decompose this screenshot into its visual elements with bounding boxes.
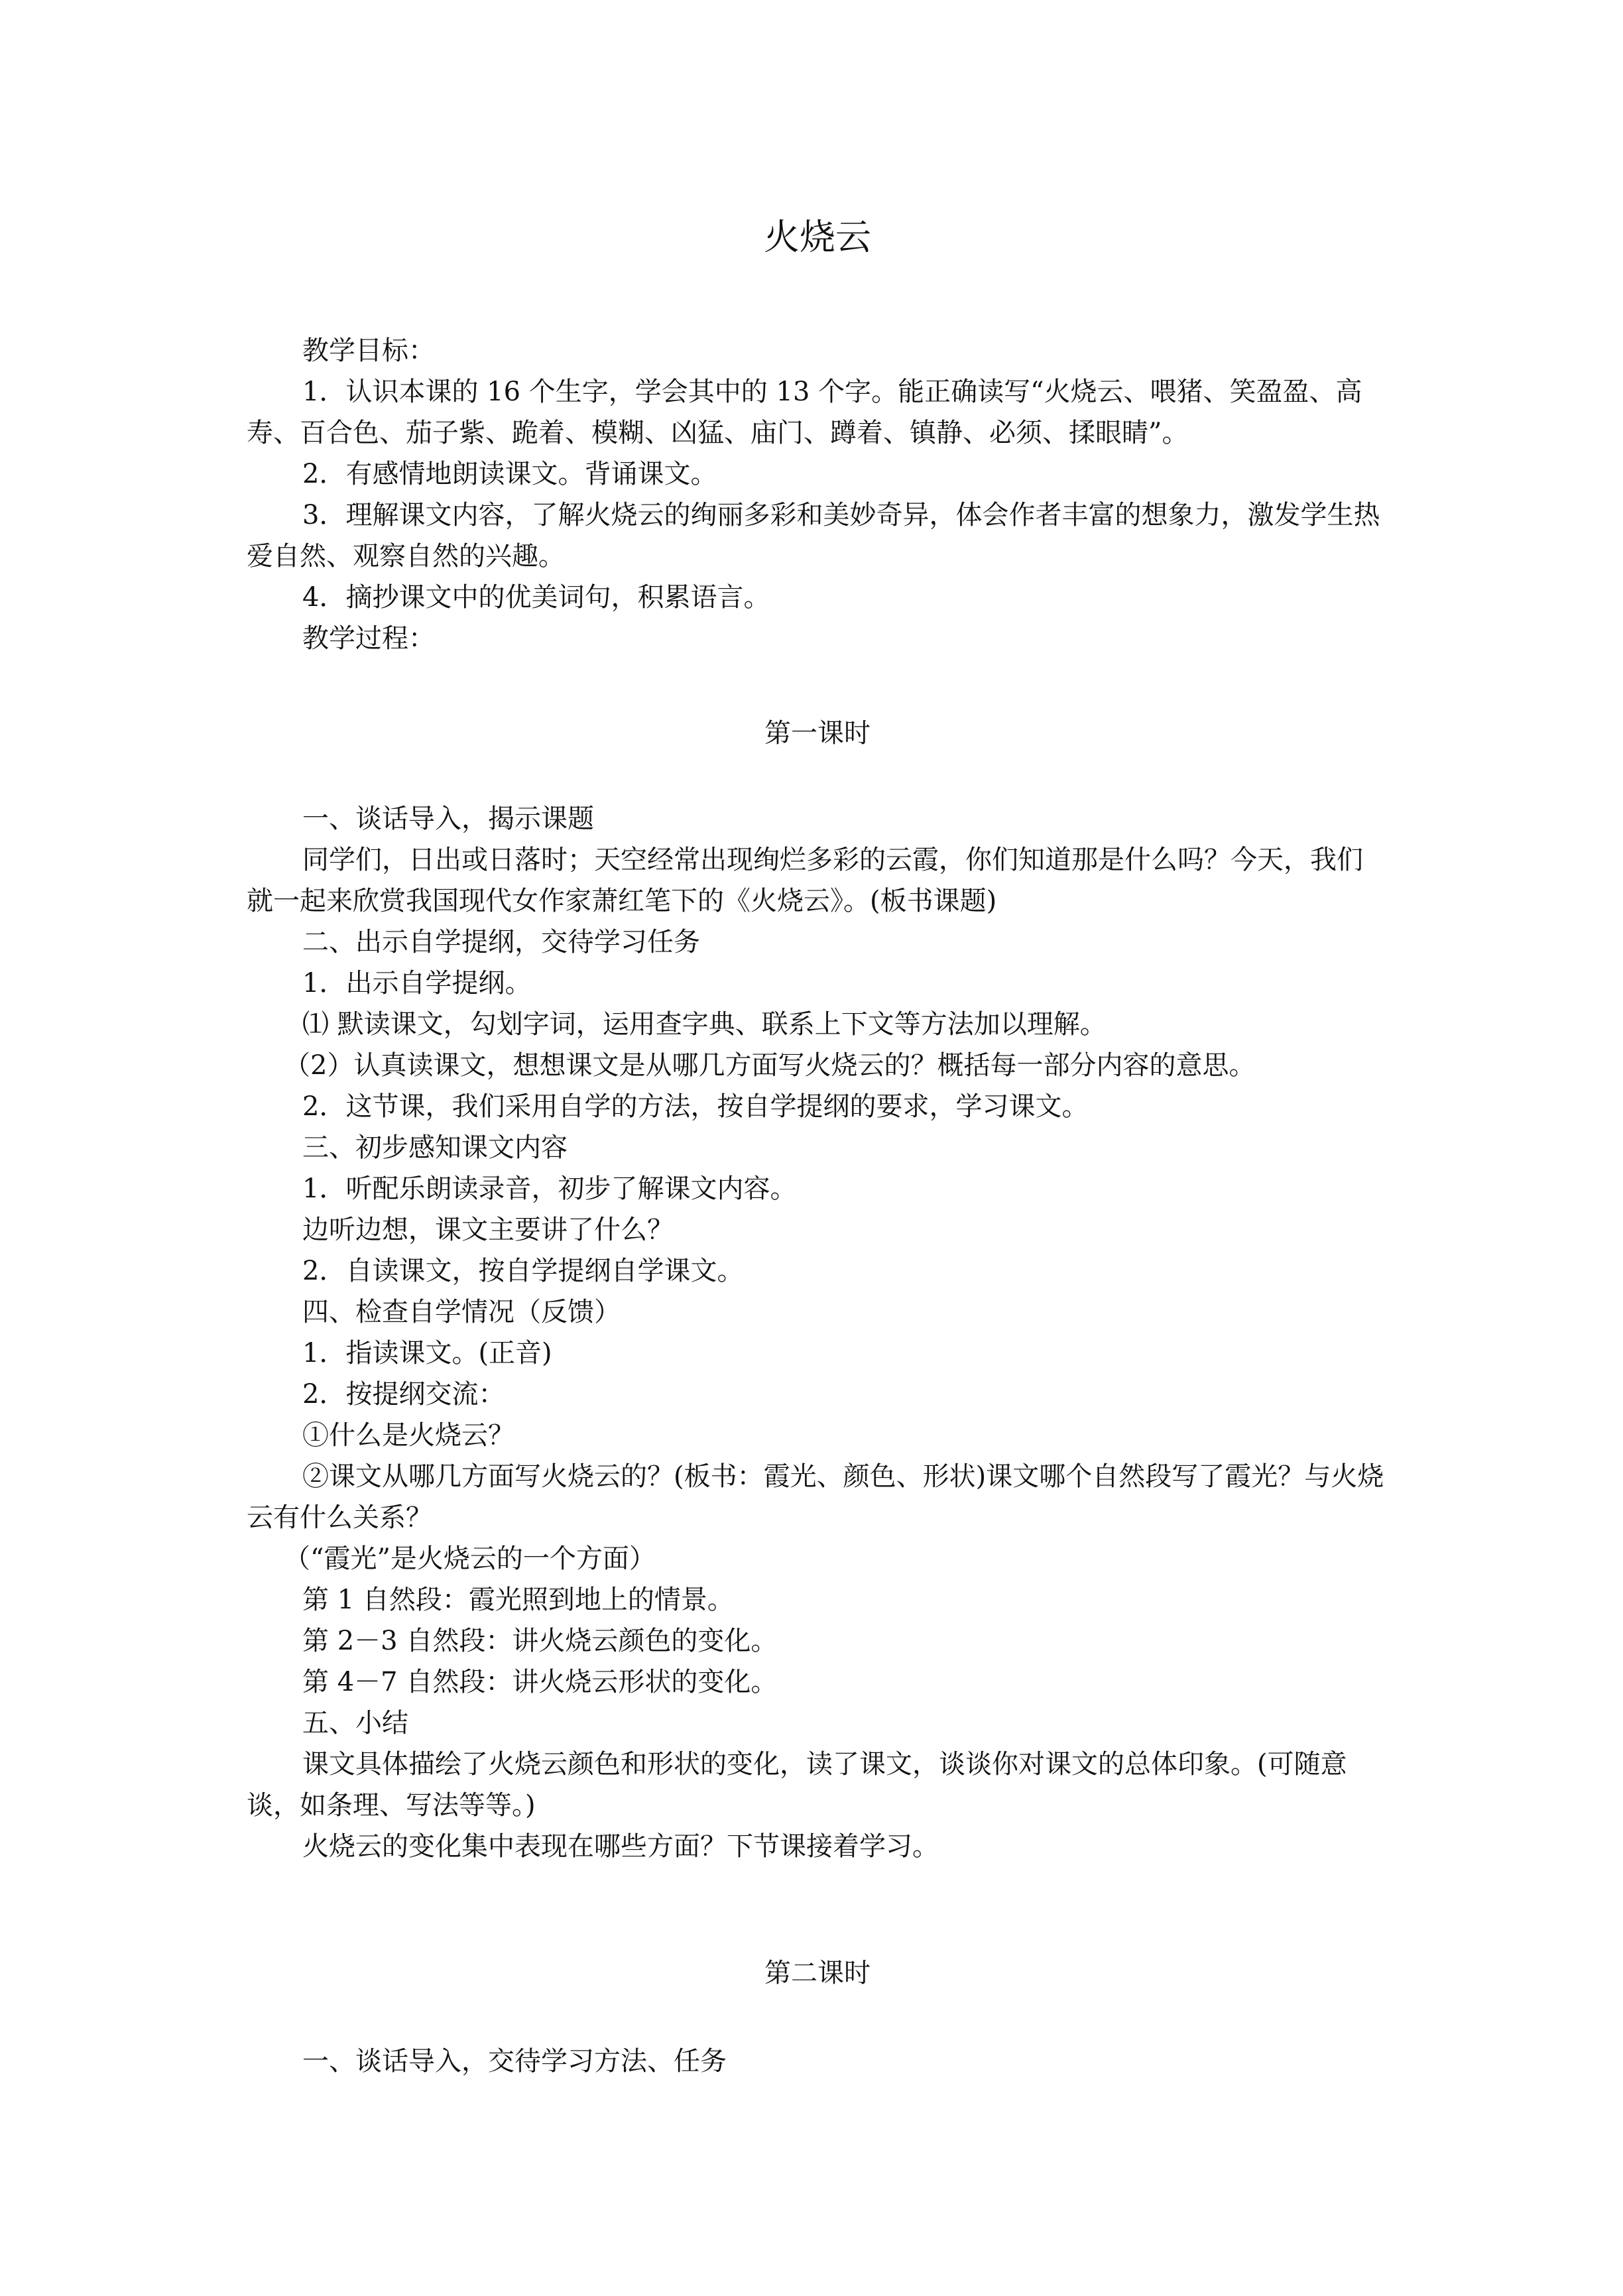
- lesson1-paragraph: 同学们，日出或日落时；天空经常出现绚烂多彩的云霞，你们知道那是什么吗？今天，我们就一起来欣赏我国现代女作家萧红笔下的《火烧云》。(板书课题): [247, 845, 1363, 916]
- objective-item: 2．有感情地朗读课文。背诵课文。: [302, 459, 717, 489]
- lesson1-paragraph: 2．自读课文，按自学提纲自学课文。: [302, 1256, 744, 1286]
- lesson2-block: [247, 2041, 1388, 2082]
- lesson1-paragraph: 火烧云的变化集中表现在哪些方面？下节课接着学习。: [302, 1831, 939, 1862]
- lesson1-paragraph: 第 2－3 自然段：讲火烧云颜色的变化。: [302, 1626, 778, 1656]
- lesson1-paragraph: 三、初步感知课文内容: [302, 1132, 568, 1163]
- lesson1-paragraph: 1．出示自学提纲。: [302, 968, 532, 998]
- lesson2-paragraph: 一、谈话导入，交待学习方法、任务: [302, 2046, 727, 2077]
- process-heading: 教学过程：: [302, 623, 435, 654]
- lesson1-paragraph: 1．听配乐朗读录音，初步了解课文内容。: [302, 1174, 797, 1204]
- objective-item: 4．摘抄课文中的优美词句，积累语言。: [302, 582, 770, 613]
- lesson1-paragraph: 一、谈话导入，揭示课题: [302, 804, 594, 834]
- lesson1-paragraph: 四、检查自学情况（反馈）: [302, 1297, 621, 1327]
- lesson1-paragraph: 边听边想，课文主要讲了什么？: [302, 1215, 674, 1245]
- lesson1-paragraph: ①什么是火烧云？: [302, 1420, 514, 1451]
- lesson1-paragraph: 二、出示自学提纲，交待学习任务: [302, 927, 700, 957]
- lesson1-paragraph: （“霞光”是火烧云的一个方面）: [284, 1543, 656, 1574]
- lesson2-heading: 第二课时: [764, 1958, 871, 1988]
- lesson1-paragraph: 课文具体描绘了火烧云颜色和形状的变化，读了课文，谈谈你对课文的总体印象。(可随意谈，如条理、写法等等。): [247, 1749, 1347, 1821]
- objective-item: 3．理解课文内容，了解火烧云的绚丽多彩和美妙奇异，体会作者丰富的想象力，激发学生热爱自然、观察自然的兴趣。: [247, 500, 1380, 572]
- objectives-block: [247, 330, 1388, 659]
- lesson1-paragraph: 2．这节课，我们采用自学的方法，按自学提纲的要求，学习课文。: [302, 1091, 1089, 1122]
- lesson1-paragraph: ②课文从哪几方面写火烧云的？(板书：霞光、颜色、形状)课文哪个自然段写了霞光？与火烧云有什么关系？: [247, 1461, 1384, 1533]
- lesson1-block: [247, 798, 1388, 1867]
- objective-item: 1．认识本课的 16 个生字，学会其中的 13 个字。能正确读写“火烧云、喂猪、笑盈盈、高寿、百合色、茄子紫、跪着、模糊、凶猛、庙门、蹲着、镇静、必须、揉眼睛”。: [247, 377, 1362, 448]
- document-title: 火烧云: [764, 216, 871, 258]
- lesson1-paragraph: （2）认真读课文，想想课文是从哪几方面写火烧云的？概括每一部分内容的意思。: [284, 1050, 1256, 1081]
- objectives-heading: 教学目标：: [302, 335, 435, 366]
- lesson1-paragraph: ⑴ 默读课文，勾划字词，运用查字典、联系上下文等方法加以理解。: [302, 1009, 1107, 1040]
- lesson1-paragraph: 第 1 自然段：霞光照到地上的情景。: [302, 1585, 734, 1615]
- lesson1-paragraph: 2．按提纲交流：: [302, 1379, 505, 1410]
- lesson1-paragraph: 五、小结: [302, 1708, 408, 1738]
- lesson1-paragraph: 1．指读课文。(正音): [302, 1338, 552, 1368]
- lesson1-heading: 第一课时: [764, 718, 871, 749]
- lesson1-paragraph: 第 4－7 自然段：讲火烧云形状的变化。: [302, 1667, 778, 1697]
